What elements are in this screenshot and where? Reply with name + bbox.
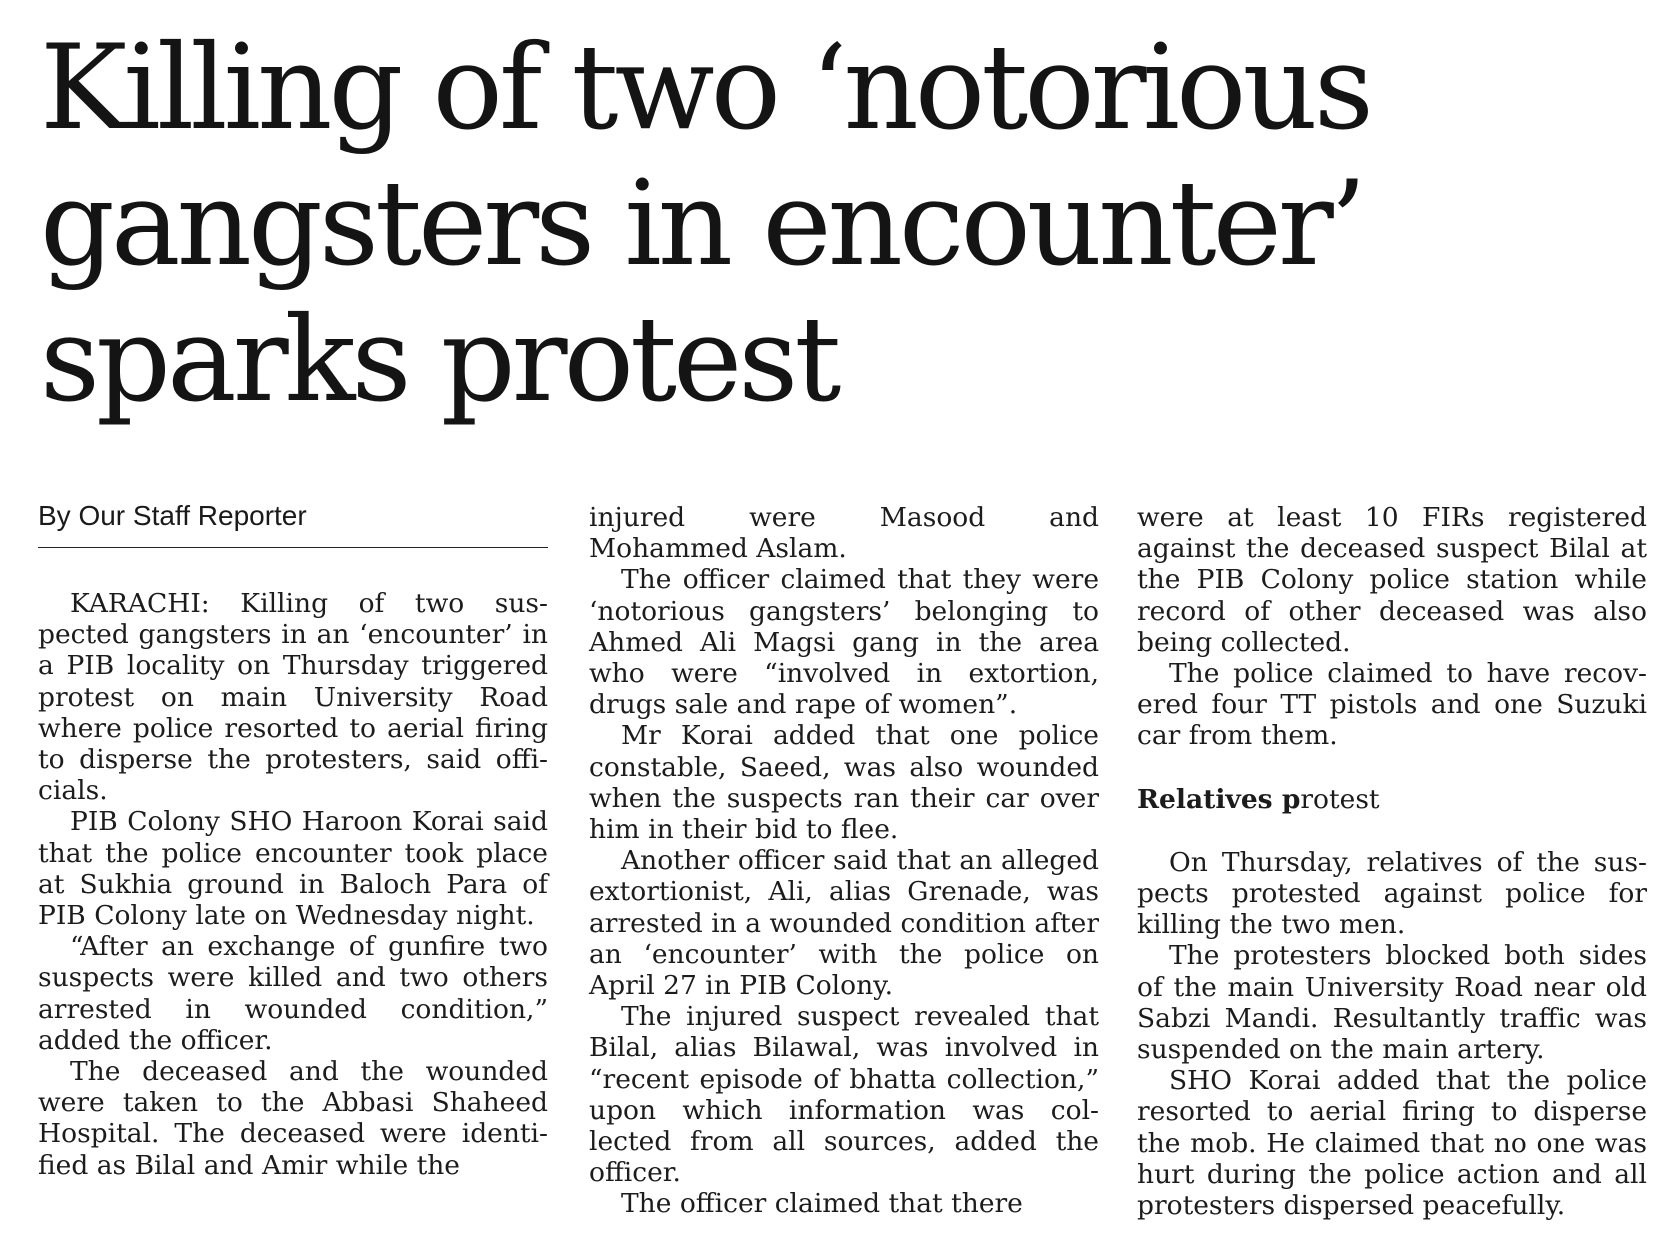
paragraph: The injured suspect revealed that Bilal, alias Bilawal, was involved in “recent episode of bhatta collection,” upon which information was col-lected from all sources, added the officer. [589, 1001, 1099, 1189]
headline-line-3: sparks protest [40, 291, 838, 428]
paragraph: KARACHI: Killing of two sus-pected gangsters in an ‘encounter’ in a PIB locality on Thursday triggered protest on main University Road where police resorted to aerial firing to disperse the protesters, said offi-cials. [38, 588, 548, 807]
paragraph: “After an exchange of gunfire two suspects were killed and two others arrested in wounded condition,” added the officer. [38, 931, 548, 1056]
headline-line-1: Killing of two ‘notorious [40, 19, 1370, 156]
subheading-bold: Relatives p [1137, 783, 1301, 815]
article-column-1 [38, 502, 548, 1181]
headline [40, 20, 1640, 428]
byline: By Our Staff Reporter [38, 499, 548, 548]
paragraph: injured were Masood and Mohammed Aslam. [589, 502, 1099, 565]
article-column-2 [589, 502, 1099, 1220]
paragraph: Another officer said that an alleged extortionist, Ali, alias Grenade, was arrested in a wounded condition after an ‘encounter’ with the police on April 27 in PIB Colony. [589, 845, 1099, 1002]
paragraph: On Thursday, relatives of the sus-pects protested against police for killing the two men. [1137, 846, 1647, 941]
paragraph: Mr Korai added that one police constable, Saeed, was also wounded when the suspects ran their car over him in their bid to flee. [589, 720, 1099, 846]
subheading-rest: rotest [1300, 783, 1380, 815]
paragraph: The officer claimed that they were ‘notorious gangsters’ belonging to Ahmed Ali Magsi gang in the area who were “involved in extortion, drugs sale and rape of women”. [589, 564, 1099, 721]
headline-line-2: gangsters in encounter’ [40, 155, 1363, 292]
paragraph: were at least 10 FIRs registered against the deceased suspect Bilal at the PIB Colony police station while record of other deceased was also being collected. [1137, 502, 1647, 658]
paragraph: The deceased and the wounded were taken to the Abbasi Shaheed Hospital. The deceased were identi-fied as Bilal and Amir while the [38, 1056, 548, 1181]
subheading [1137, 784, 1647, 815]
paragraph: PIB Colony SHO Haroon Korai said that the police encounter took place at Sukhia ground in Baloch Para of PIB Colony late on Wednesday night. [38, 806, 548, 932]
paragraph: The protesters blocked both sides of the main University Road near old Sabzi Mandi. Resultantly traffic was suspended on the main artery. [1137, 940, 1647, 1066]
paragraph: SHO Korai added that the police resorted to aerial firing to disperse the mob. He claimed that no one was hurt during the police action and all protesters dispersed peacefully. [1137, 1065, 1647, 1222]
article-column-3 [1137, 502, 1647, 1221]
paragraph: The police claimed to have recov-ered four TT pistols and one Suzuki car from them. [1137, 658, 1647, 752]
paragraph: The officer claimed that there [621, 1188, 1023, 1220]
